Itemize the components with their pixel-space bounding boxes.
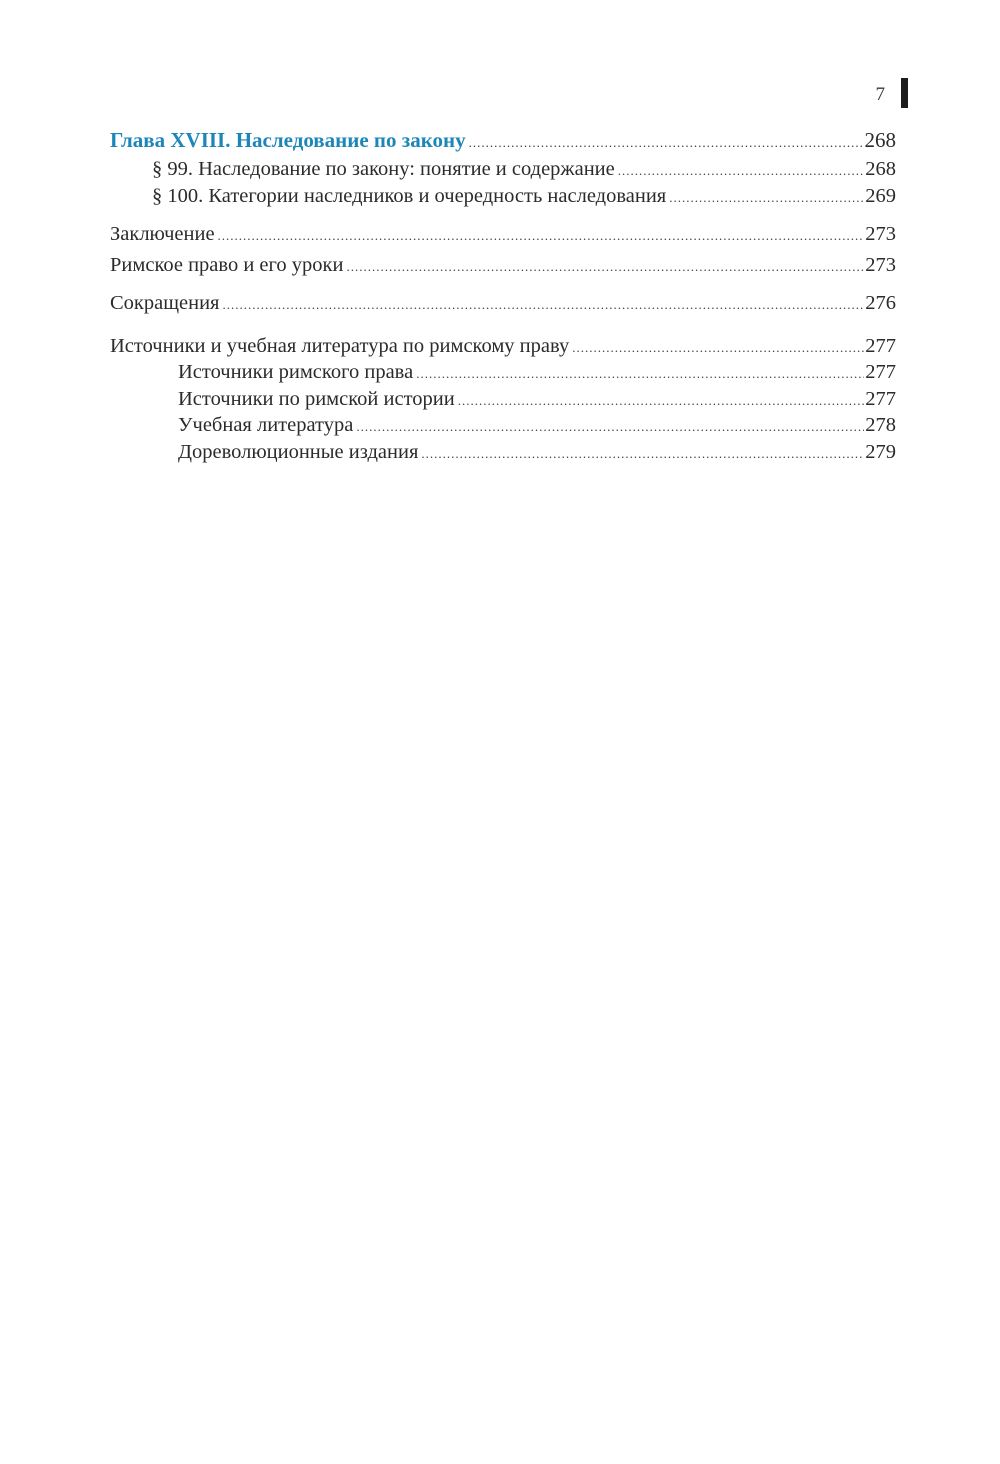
toc-entry-title: Сокращения <box>110 292 220 314</box>
table-of-contents <box>110 126 896 466</box>
toc-source-item[interactable] <box>110 360 896 387</box>
dot-leader <box>416 361 864 387</box>
toc-conclusion[interactable] <box>110 222 896 249</box>
dot-leader <box>356 414 864 440</box>
toc-section-100[interactable] <box>110 184 896 211</box>
toc-entry-page: 273 <box>865 223 896 245</box>
toc-entry-page: 277 <box>865 334 896 357</box>
toc-source-item[interactable] <box>110 440 896 467</box>
dot-leader <box>223 292 865 318</box>
spacer <box>110 210 896 222</box>
spacer <box>110 279 896 291</box>
toc-source-item[interactable] <box>110 413 896 440</box>
dot-leader <box>572 335 864 361</box>
toc-entry-title: Источники и учебная литература по римскому праву <box>110 334 570 357</box>
toc-entry-title: Учебная литература <box>178 414 354 436</box>
spacer <box>110 318 896 334</box>
toc-entry-title: Источники по римской истории <box>178 387 455 410</box>
dot-leader <box>469 129 864 157</box>
toc-roman-law-lessons[interactable] <box>110 253 896 280</box>
toc-entry-page: 277 <box>865 361 896 383</box>
toc-entry-page: 279 <box>865 440 896 463</box>
toc-entry-page: 268 <box>864 128 896 152</box>
toc-entry-page: 269 <box>865 184 896 207</box>
toc-chapter-18[interactable] <box>110 126 896 157</box>
toc-source-item[interactable] <box>110 387 896 414</box>
toc-sources[interactable] <box>110 334 896 361</box>
page-number: 7 <box>875 84 885 105</box>
toc-entry-title: Глава XVIII. Наследование по закону <box>110 128 466 152</box>
toc-entry-title: § 100. Категории наследников и очередность наследования <box>152 184 667 207</box>
toc-entry-title: Заключение <box>110 223 215 245</box>
dot-leader <box>346 254 864 280</box>
toc-entry-title: Источники римского права <box>178 361 414 383</box>
toc-entry-title: § 99. Наследование по закону: понятие и содержание <box>152 158 615 180</box>
toc-entry-page: 277 <box>865 387 896 410</box>
toc-entry-page: 276 <box>865 292 896 314</box>
dot-leader <box>618 158 865 184</box>
toc-entry-page: 268 <box>865 158 896 180</box>
toc-entry-title: Дореволюционные издания <box>178 440 419 463</box>
dot-leader <box>421 441 864 467</box>
toc-entry-title: Римское право и его уроки <box>110 253 344 276</box>
toc-section-99[interactable] <box>110 157 896 184</box>
dot-leader <box>669 185 864 211</box>
dot-leader <box>218 223 865 249</box>
toc-entry-page: 278 <box>865 414 896 436</box>
page-edge-marker <box>901 78 908 108</box>
toc-entry-page: 273 <box>865 253 896 276</box>
dot-leader <box>458 388 865 414</box>
toc-abbreviations[interactable] <box>110 291 896 318</box>
